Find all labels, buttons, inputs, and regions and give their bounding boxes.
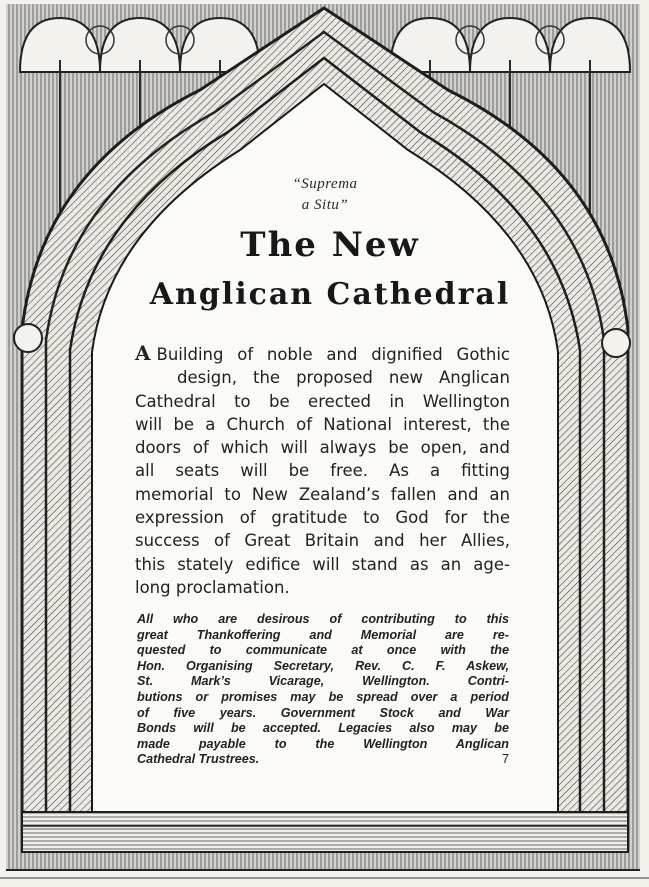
body-line: success of Great Britain and her Allies, xyxy=(135,531,510,551)
body-line: all seats will be free. As a fitting xyxy=(135,461,510,481)
notice-line: Hon. Organising Secretary, Rev. C. F. Askew, xyxy=(137,658,509,673)
title-line-1: The New xyxy=(240,225,420,265)
notice-line: All who are desirous of contributing to this xyxy=(137,612,509,626)
body-paragraph xyxy=(135,342,510,599)
motto-line-1: “Suprema xyxy=(292,176,358,192)
notice-line: St. Mark’s Vicarage, Wellington. Contri- xyxy=(137,674,509,689)
notice-line: quested to communicate at once with the xyxy=(137,643,509,658)
notice-line: of five years. Government Stock and War xyxy=(137,705,509,720)
notice-line: made payable to the Wellington Anglican xyxy=(137,736,509,751)
notice-line: Bonds will be accepted. Legacies also may be xyxy=(137,721,509,736)
body-line: will be a Church of National interest, the xyxy=(135,414,510,434)
body-line: Cathedral to be erected in Wellington xyxy=(135,391,510,411)
plinth xyxy=(22,812,628,852)
notice-closing-text: Cathedral Trustrees. xyxy=(137,752,260,767)
title-line-2: Anglican Cathedral xyxy=(149,277,511,312)
body-line: memorial to New Zealand’s fallen and an xyxy=(135,484,510,504)
motto xyxy=(250,174,400,216)
notice-line: great Thankoffering and Memorial are re- xyxy=(137,627,509,642)
body-line: design, the proposed new Anglican xyxy=(177,368,510,388)
contribution-notice xyxy=(137,612,509,768)
dropcap-letter: A xyxy=(135,341,151,365)
motto-line-2: a Situ” xyxy=(301,197,349,213)
page-number: 7 xyxy=(501,752,509,767)
body-line: doors of which will always be open, and xyxy=(135,438,510,458)
body-line: Building of noble and dignified Gothic xyxy=(156,345,510,364)
body-line: this stately edifice will stand as an age- xyxy=(135,554,510,574)
body-line: expression of gratitude to God for the xyxy=(135,508,510,528)
notice-line-last xyxy=(137,752,509,768)
body-line: long proclamation. xyxy=(135,577,290,597)
notice-line: butions or promises may be spread over a period xyxy=(137,689,509,704)
